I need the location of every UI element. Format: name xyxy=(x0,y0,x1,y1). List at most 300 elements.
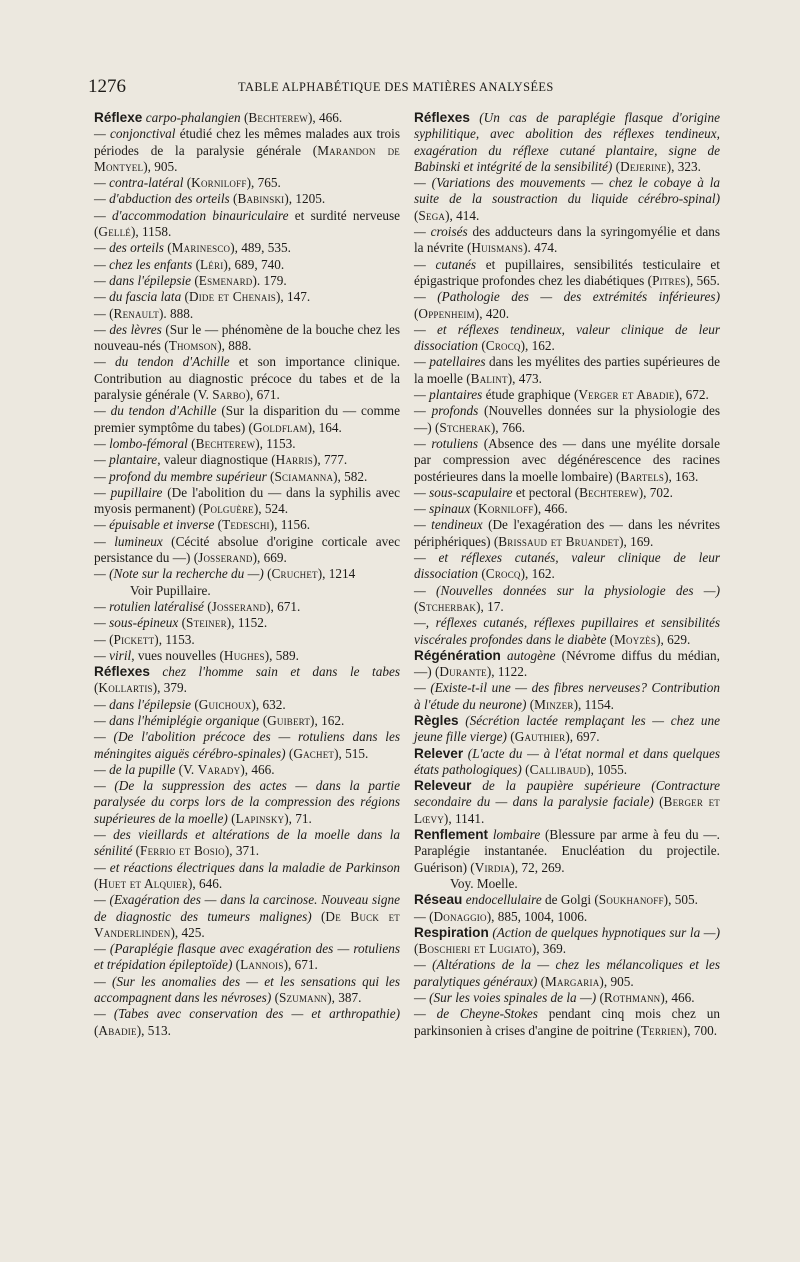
index-entry xyxy=(414,403,720,436)
entry-text: ), 582. xyxy=(333,468,368,484)
index-entry xyxy=(94,664,400,697)
entry-text: ), 697. xyxy=(565,729,600,745)
entry-text: ), 420. xyxy=(474,305,510,321)
entry-subject: — et réactions électriques dans la maladie de Parkinson xyxy=(94,859,400,875)
entry-text: ), 1214 xyxy=(317,566,356,582)
entry-text: , valeur diagnostique ( xyxy=(157,452,276,468)
entry-text: (De l'abolition du — dans la syphilis avec myosis permanent) ( xyxy=(94,484,401,517)
entry-subject: (Action de quelques hypnotiques sur la —) xyxy=(488,924,720,940)
entry-text: ( xyxy=(414,207,419,223)
entry-text: ( xyxy=(227,810,236,826)
right-column xyxy=(414,110,720,1039)
entry-author: Szumann xyxy=(278,990,328,1006)
index-entry xyxy=(414,909,720,925)
entry-subject: — tendineux xyxy=(414,517,483,533)
entry-text: ), 777. xyxy=(312,452,348,468)
entry-author: Balint xyxy=(470,370,508,386)
entry-author: Callibaud xyxy=(529,761,587,777)
index-entry xyxy=(94,599,400,615)
entry-text: ( xyxy=(653,794,664,810)
entry-text: ), 669. xyxy=(252,550,287,566)
entry-text: ( xyxy=(181,289,189,305)
entry-text: ), 371. xyxy=(224,843,260,859)
entry-subject: — pupillaire xyxy=(94,484,163,500)
entry-text: ( xyxy=(105,631,114,647)
entry-text: (Absence des — dans une myélite dorsale par compression avec dégénérescence des racines postérieures dans la moelle lombaire) ( xyxy=(414,435,720,484)
entry-subject: — (Variations des mouvements — chez le cobaye à la suite de la soustraction du liquide cérébro-spinal) xyxy=(414,175,720,207)
entry-author: Pitres xyxy=(652,272,686,288)
entry-text: (Névrome diffus du médian, —) ( xyxy=(414,647,720,680)
entry-subject: — des vieillards et altérations de la moelle dans la sénilité xyxy=(94,827,400,859)
entry-text: ), 489, 535. xyxy=(230,240,291,256)
entry-author: Pickett xyxy=(113,631,155,647)
entry-text: ). 888. xyxy=(158,305,194,321)
entry-subject: — (Pathologie des — des extrémités inférieures) xyxy=(414,289,720,305)
entry-text: ), 1205. xyxy=(284,191,326,207)
entry-subject: — plantaire xyxy=(94,452,158,468)
index-entry xyxy=(414,648,720,681)
entry-author: Soukhanoff xyxy=(598,892,664,908)
entry-text: ( xyxy=(606,631,615,647)
entry-text: ( xyxy=(266,468,275,484)
index-entry xyxy=(414,990,720,1006)
entry-author: De Buck et Vanderlinden xyxy=(94,908,400,940)
entry-subject: — sous-épineux xyxy=(94,615,179,631)
entry-text: ( xyxy=(187,435,196,451)
entry-text: ( xyxy=(178,615,187,631)
index-entry xyxy=(94,175,400,191)
index-entry xyxy=(94,697,400,713)
index-entry xyxy=(414,892,720,908)
index-entry xyxy=(414,110,720,175)
index-entry xyxy=(94,632,400,648)
entry-subject: (Un cas de paraplégie flasque d'origine syphilitique, avec abolition des réflexes tendineux, exagération du réflexe cutané plantaire, signe de Babinski et intégrité de la sensibilité) xyxy=(414,110,720,174)
entry-subject: — xyxy=(414,908,426,924)
entry-author: Crocq xyxy=(485,566,521,582)
entry-author: Guibert xyxy=(267,712,311,728)
entry-subject: — (Existe-t-il une — des fibres nerveuses? Contribution à l'étude du neurone) xyxy=(414,680,720,712)
index-entry xyxy=(94,208,400,241)
index-entry xyxy=(94,615,400,631)
entry-author: Tedeschi xyxy=(222,517,270,533)
entry-text: ), 162. xyxy=(310,712,345,728)
entry-subject: —, réflexes cutanés, réflexes pupillaires et sensibilités viscérales profondes dans le diabète xyxy=(414,615,720,647)
entry-author: Dejerine xyxy=(620,158,667,174)
entry-author: Gauthier xyxy=(514,729,566,745)
entry-subject: — viril xyxy=(94,647,132,663)
entry-text: ), 1154. xyxy=(573,696,614,712)
entry-headword: Respiration xyxy=(414,924,489,940)
entry-author: Gellé xyxy=(98,224,131,240)
entry-author: Terrien xyxy=(640,1022,683,1038)
entry-subject: — rotulien latéralisé xyxy=(94,598,204,614)
index-entry xyxy=(94,289,400,305)
entry-subject: — d'accommodation binauriculaire xyxy=(94,207,289,223)
entry-text: ( xyxy=(414,941,419,957)
entry-text: ), 1122. xyxy=(486,664,528,680)
entry-text: ( xyxy=(311,908,326,924)
entry-text: ), 466. xyxy=(660,990,695,1006)
entry-author: Bechterew xyxy=(248,110,309,125)
entry-text: ), 888. xyxy=(217,338,252,354)
entry-author: Léri xyxy=(200,256,224,272)
entry-subject: — (Note sur la recherche du —) xyxy=(94,566,264,582)
entry-subject: — profond du membre supérieur xyxy=(94,468,267,484)
entry-headword: Réflexes xyxy=(94,664,150,680)
entry-author: Huismans xyxy=(471,240,524,256)
entry-text: ( xyxy=(192,256,200,272)
entry-author: Minzer xyxy=(534,696,574,712)
entry-text: ( xyxy=(612,158,621,174)
entry-text: (Sur la disparition du — comme premier symptôme du tabes) ( xyxy=(94,403,400,435)
entry-subject: — cutanés xyxy=(414,256,476,272)
entry-text: ), 671. xyxy=(283,957,318,973)
entry-text: ( xyxy=(214,517,223,533)
entry-text: ( xyxy=(506,729,515,745)
entry-text: ), 17. xyxy=(476,598,504,614)
index-entry xyxy=(414,713,720,746)
entry-text: ), 369. xyxy=(531,941,567,957)
entry-text: étude graphique ( xyxy=(482,387,579,403)
entry-subject: — dans l'épilepsie xyxy=(94,272,192,288)
entry-text: ), 671. xyxy=(266,598,301,614)
index-entry xyxy=(414,387,720,403)
entry-author: Crocq xyxy=(485,338,521,354)
entry-subject: — (Sur les voies spinales de la —) xyxy=(414,990,597,1006)
entry-text: ( xyxy=(259,712,268,728)
entry-author: Brissaud et Bruandet xyxy=(498,533,620,549)
entry-author: Hughes xyxy=(223,647,265,663)
entry-text: ( xyxy=(232,957,241,973)
index-entry xyxy=(414,827,720,876)
index-entry xyxy=(94,1006,400,1039)
entry-text: ), 162. xyxy=(520,338,555,354)
entry-author: Esmenard xyxy=(198,272,253,288)
entry-subject: — du fascia lata xyxy=(94,289,182,305)
entry-subject: chez l'homme sain et dans le tabes xyxy=(149,664,400,680)
entry-text: ), 169. xyxy=(619,533,654,549)
entry-text: ), 905. xyxy=(599,973,634,989)
entry-text: ), 466. xyxy=(240,761,275,777)
entry-text: ), 700. xyxy=(682,1022,718,1038)
entry-subject: — (Nouvelles données sur la physiologie des —) xyxy=(414,582,720,598)
entry-text: ( xyxy=(191,696,199,712)
entry-subject: — profonds xyxy=(414,403,479,419)
index-entry xyxy=(414,746,720,779)
entry-subject: — patellaires xyxy=(414,354,486,370)
index-entry xyxy=(94,306,400,322)
page-number: 1276 xyxy=(88,76,126,97)
entry-author: Renault xyxy=(113,305,159,321)
index-entry xyxy=(414,778,720,827)
entry-headword: Régénération xyxy=(414,647,501,663)
entry-text: ( xyxy=(425,908,434,924)
entry-text: ), 1153. xyxy=(255,435,296,451)
entry-text: ), 885, 1004, 1006. xyxy=(486,908,588,924)
entry-text: (Cécité absolue d'origine corticale avec persistance du —) ( xyxy=(94,533,400,566)
entry-text: ), 1158. xyxy=(130,224,172,240)
entry-text: ( xyxy=(163,240,172,256)
entry-text: ), 765. xyxy=(246,175,281,191)
entry-author: Bechterew xyxy=(579,484,639,500)
index-entry xyxy=(94,974,400,1007)
entry-text: ( xyxy=(94,680,99,696)
entry-text: ( xyxy=(470,501,479,517)
entry-text: (Sur le — phénomène de la bouche chez les nouveau-nés ( xyxy=(94,321,400,354)
index-entry xyxy=(94,452,400,468)
entry-author: Kollartis xyxy=(98,680,153,696)
entry-subject: — rotuliens xyxy=(414,435,479,451)
index-entry xyxy=(414,289,720,322)
entry-text: ). 179. xyxy=(252,272,287,288)
entry-text: ), 164. xyxy=(307,419,342,435)
entry-text: et surdité nerveuse ( xyxy=(94,207,401,240)
entry-author: Steiner xyxy=(186,615,227,631)
index-entry xyxy=(94,240,400,256)
entry-author: Polguère xyxy=(202,501,254,517)
entry-text: étudié chez les mêmes malades aux trois périodes de la paralysie générale ( xyxy=(94,126,400,158)
entry-author: Josserand xyxy=(211,598,267,614)
entry-text: ( xyxy=(537,973,546,989)
entry-author: Rothmann xyxy=(603,990,661,1006)
entry-subject: — xyxy=(94,631,106,647)
entry-text: ( xyxy=(240,110,249,125)
index-entry xyxy=(414,680,720,713)
entry-subject: — xyxy=(94,305,106,321)
entry-author: Ferrio et Bosio xyxy=(140,843,225,859)
index-entry xyxy=(94,778,400,827)
index-entry xyxy=(94,827,400,860)
index-entry xyxy=(94,566,400,582)
entry-author: Bechterew xyxy=(195,435,256,451)
entry-subject: — du tendon d'Achille xyxy=(94,354,230,370)
index-entry xyxy=(94,469,400,485)
entry-text: ), 323. xyxy=(666,158,701,174)
page-header xyxy=(88,76,720,100)
entry-text: ( xyxy=(132,843,141,859)
entry-subject: — sous-scapulaire xyxy=(414,484,513,500)
entry-subject: — (Exagération des — dans la carcinose. Nouveau signe de diagnostic des tumeurs malignes) xyxy=(94,892,400,924)
entry-author: Babinski xyxy=(237,191,285,207)
entry-headword: Relever xyxy=(414,745,464,761)
entry-author: Donaggio xyxy=(433,908,487,924)
entry-text: ), 387. xyxy=(327,990,362,1006)
entry-subject: — (Tabes avec conservation des — et arthropathie) xyxy=(94,1006,400,1022)
entry-text: ( xyxy=(414,598,419,614)
entry-author: Thomson xyxy=(168,338,218,354)
entry-author: Virdia xyxy=(474,859,511,875)
entry-author: Goldflam xyxy=(252,419,308,435)
entry-text: ), 1141. xyxy=(443,810,485,826)
entry-text: ), 163. xyxy=(664,468,699,484)
index-entry xyxy=(94,110,400,126)
entry-subject: — (De la suppression des actes — dans la partie paralysée du corps lors de la compression des régions supérieures de la moelle) xyxy=(94,778,400,826)
entry-text: ( xyxy=(183,175,192,191)
entry-text: ), 414. xyxy=(445,207,480,223)
entry-text: ), 646. xyxy=(187,875,223,891)
index-entry xyxy=(414,517,720,550)
entry-subject: carpo-phalangien xyxy=(142,110,241,125)
index-entry xyxy=(414,354,720,387)
index-entry xyxy=(94,485,400,518)
entry-text: ( xyxy=(526,696,535,712)
entry-text: ), 689, 740. xyxy=(223,256,285,272)
index-entry xyxy=(94,191,400,207)
entry-author: Bartels xyxy=(620,468,665,484)
entry-subject: — conjonctival xyxy=(94,126,176,142)
index-entry xyxy=(94,322,400,355)
entry-text: ( xyxy=(263,566,272,582)
entry-headword: Réseau xyxy=(414,892,463,908)
entry-author: Oppenheim xyxy=(418,305,475,321)
index-entry xyxy=(94,583,400,599)
entry-subject: (Sécrétion lactée remplaçant les — chez une jeune fille vierge) xyxy=(414,712,720,745)
entry-subject: de la paupière supérieure (Contracture secondaire du — dans la paralysie faciale) xyxy=(414,778,720,810)
entry-text: ), 671. xyxy=(245,387,280,403)
entry-author: Varady xyxy=(197,761,241,777)
index-entry xyxy=(94,860,400,893)
entry-subject: — (De l'abolition précoce des — rotuliens dans les méningites aiguës cérébro-spinales) xyxy=(94,729,400,761)
entry-author: Korniloff xyxy=(191,175,247,191)
index-entry xyxy=(94,534,400,567)
entry-author: Dide et Chenais xyxy=(188,289,276,305)
entry-author: Cruchet xyxy=(271,566,318,582)
entry-text: ), 466. xyxy=(308,110,343,125)
entry-subject: — (Sur les anomalies des — et les sensations qui les accompagnent dans les névroses) xyxy=(94,973,400,1006)
entry-text: ( xyxy=(94,1022,99,1038)
entry-text: de Golgi ( xyxy=(541,892,599,908)
entry-text: ( xyxy=(94,875,99,891)
entry-author: Korniloff xyxy=(478,501,534,517)
entry-author: Josserand xyxy=(198,550,253,566)
entry-subject: — des lèvres xyxy=(94,321,162,337)
entry-author: Sega xyxy=(418,207,446,223)
cross-reference: Voy. Moelle. xyxy=(450,875,518,891)
index-entry xyxy=(94,354,400,403)
entry-text: ( xyxy=(414,305,419,321)
index-entry xyxy=(94,517,400,533)
entry-subject: — croisés xyxy=(414,224,468,240)
left-column xyxy=(94,110,400,1039)
entry-text: dans les myélites des parties supérieures de la moelle ( xyxy=(414,354,720,386)
entry-text: ), 425. xyxy=(170,924,205,940)
entry-subject: — du tendon d'Achille xyxy=(94,403,217,419)
entry-subject: — spinaux xyxy=(414,501,471,517)
index-entry xyxy=(414,550,720,583)
index-entry xyxy=(94,713,400,729)
entry-text: (Nouvelles données sur la physiologie des —) ( xyxy=(414,403,720,435)
index-entry xyxy=(414,257,720,290)
entry-subject: — (Paraplégie flasque avec exagération des — rotuliens et trépidation épileptoïde) xyxy=(94,941,400,973)
entry-text: , vues nouvelles ( xyxy=(131,647,224,663)
entry-subject: — chez les enfants xyxy=(94,256,193,272)
entry-author: Stcherbak xyxy=(418,598,477,614)
entry-author: Boschieri et Lugiato xyxy=(418,941,532,957)
entry-subject: — des orteils xyxy=(94,240,164,256)
entry-text: ), 513. xyxy=(136,1022,171,1038)
index-entry xyxy=(414,436,720,485)
entry-author: Margaria xyxy=(545,973,600,989)
entry-text: ), 632. xyxy=(251,696,286,712)
entry-text: ), 466. xyxy=(533,501,568,517)
entry-author: Harris xyxy=(275,452,313,468)
index-entry xyxy=(414,485,720,501)
entry-subject: — lombo-fémoral xyxy=(94,435,188,451)
entry-text: des adducteurs dans la syringomyélie et dans la névrite ( xyxy=(414,224,720,256)
index-entry xyxy=(94,941,400,974)
entry-headword: Releveur xyxy=(414,778,472,794)
entry-text: ), 71. xyxy=(284,810,312,826)
entry-text: ), 702. xyxy=(638,484,673,500)
entry-subject: — lumineux xyxy=(94,533,163,549)
entry-author: Moyzès xyxy=(614,631,657,647)
index-entry xyxy=(414,925,720,958)
entry-author: Lapinsky xyxy=(235,810,285,826)
running-title: TABLE ALPHABÉTIQUE DES MATIÈRES ANALYSÉES xyxy=(238,80,554,94)
index-entry xyxy=(94,126,400,175)
entry-text: ( xyxy=(596,990,604,1006)
entry-text: et pupillaires, sensibilités testiculaire et épigastrique profondes chez les diabétiques ( xyxy=(414,256,720,288)
entry-author: Guichoux xyxy=(198,696,252,712)
entry-text: ), 162. xyxy=(520,566,555,582)
index-entry xyxy=(414,876,720,892)
index-entry xyxy=(414,1006,720,1039)
entry-subject: — d'abduction des orteils xyxy=(94,191,230,207)
cross-reference: Voir Pupillaire. xyxy=(130,582,211,598)
entry-subject: lombaire xyxy=(488,827,541,843)
entry-text: ), 72, 269. xyxy=(510,859,565,875)
entry-text: ( xyxy=(191,272,199,288)
entry-author: Marandon de Montyel xyxy=(94,142,400,174)
entry-author: Berger et Lœvy xyxy=(414,794,720,826)
entry-headword: Règles xyxy=(414,712,459,728)
index-entry xyxy=(94,729,400,762)
entry-text: (De l'exagération des — dans les névrites périphériques) ( xyxy=(414,517,720,549)
entry-subject: — de la pupille xyxy=(94,761,176,777)
entry-text: ), 1152. xyxy=(226,615,268,631)
entry-subject: — dans l'hémiplégie organique xyxy=(94,712,260,728)
entry-subject: — et réflexes tendineux, valeur clinique de leur dissociation xyxy=(414,321,720,354)
entry-subject: — de Cheyne-Stokes xyxy=(414,1006,538,1022)
entry-subject: autogène xyxy=(500,647,556,663)
entry-author: Huet et Alquier xyxy=(98,875,188,891)
entry-author: Sarbo xyxy=(212,387,246,403)
entry-text: ), 1156. xyxy=(269,517,311,533)
entry-text: ), 1153. xyxy=(154,631,195,647)
entry-text: ( xyxy=(271,990,279,1006)
entry-subject: — (Altérations de la — chez les mélancoliques et les paralytiques généraux) xyxy=(414,957,720,989)
entry-subject: — dans l'épilepsie xyxy=(94,696,192,712)
entry-text: ( xyxy=(478,566,486,582)
entry-text: pendant cinq mois chez un parkinsonien à crises d'angine de poitrine ( xyxy=(414,1006,720,1038)
index-entry xyxy=(414,501,720,517)
index-entry xyxy=(414,583,720,616)
entry-headword: Renflement xyxy=(414,827,489,843)
entry-text: ( xyxy=(478,338,486,354)
entry-text: ( xyxy=(203,598,212,614)
index-entry xyxy=(94,403,400,436)
index-entry xyxy=(94,436,400,452)
entry-text: et son importance clinique. Contribution au diagnostic précoce du tabes et de la paralysie générale (V. xyxy=(94,354,401,403)
entry-author: Gachet xyxy=(293,745,335,761)
entry-text: ( xyxy=(285,745,294,761)
entry-text: ), 379. xyxy=(152,680,187,696)
index-entry xyxy=(94,273,400,289)
entry-text: ), 905. xyxy=(143,158,178,174)
index-entry xyxy=(94,648,400,664)
entry-text: ), 147. xyxy=(276,289,311,305)
index-entry xyxy=(94,762,400,778)
